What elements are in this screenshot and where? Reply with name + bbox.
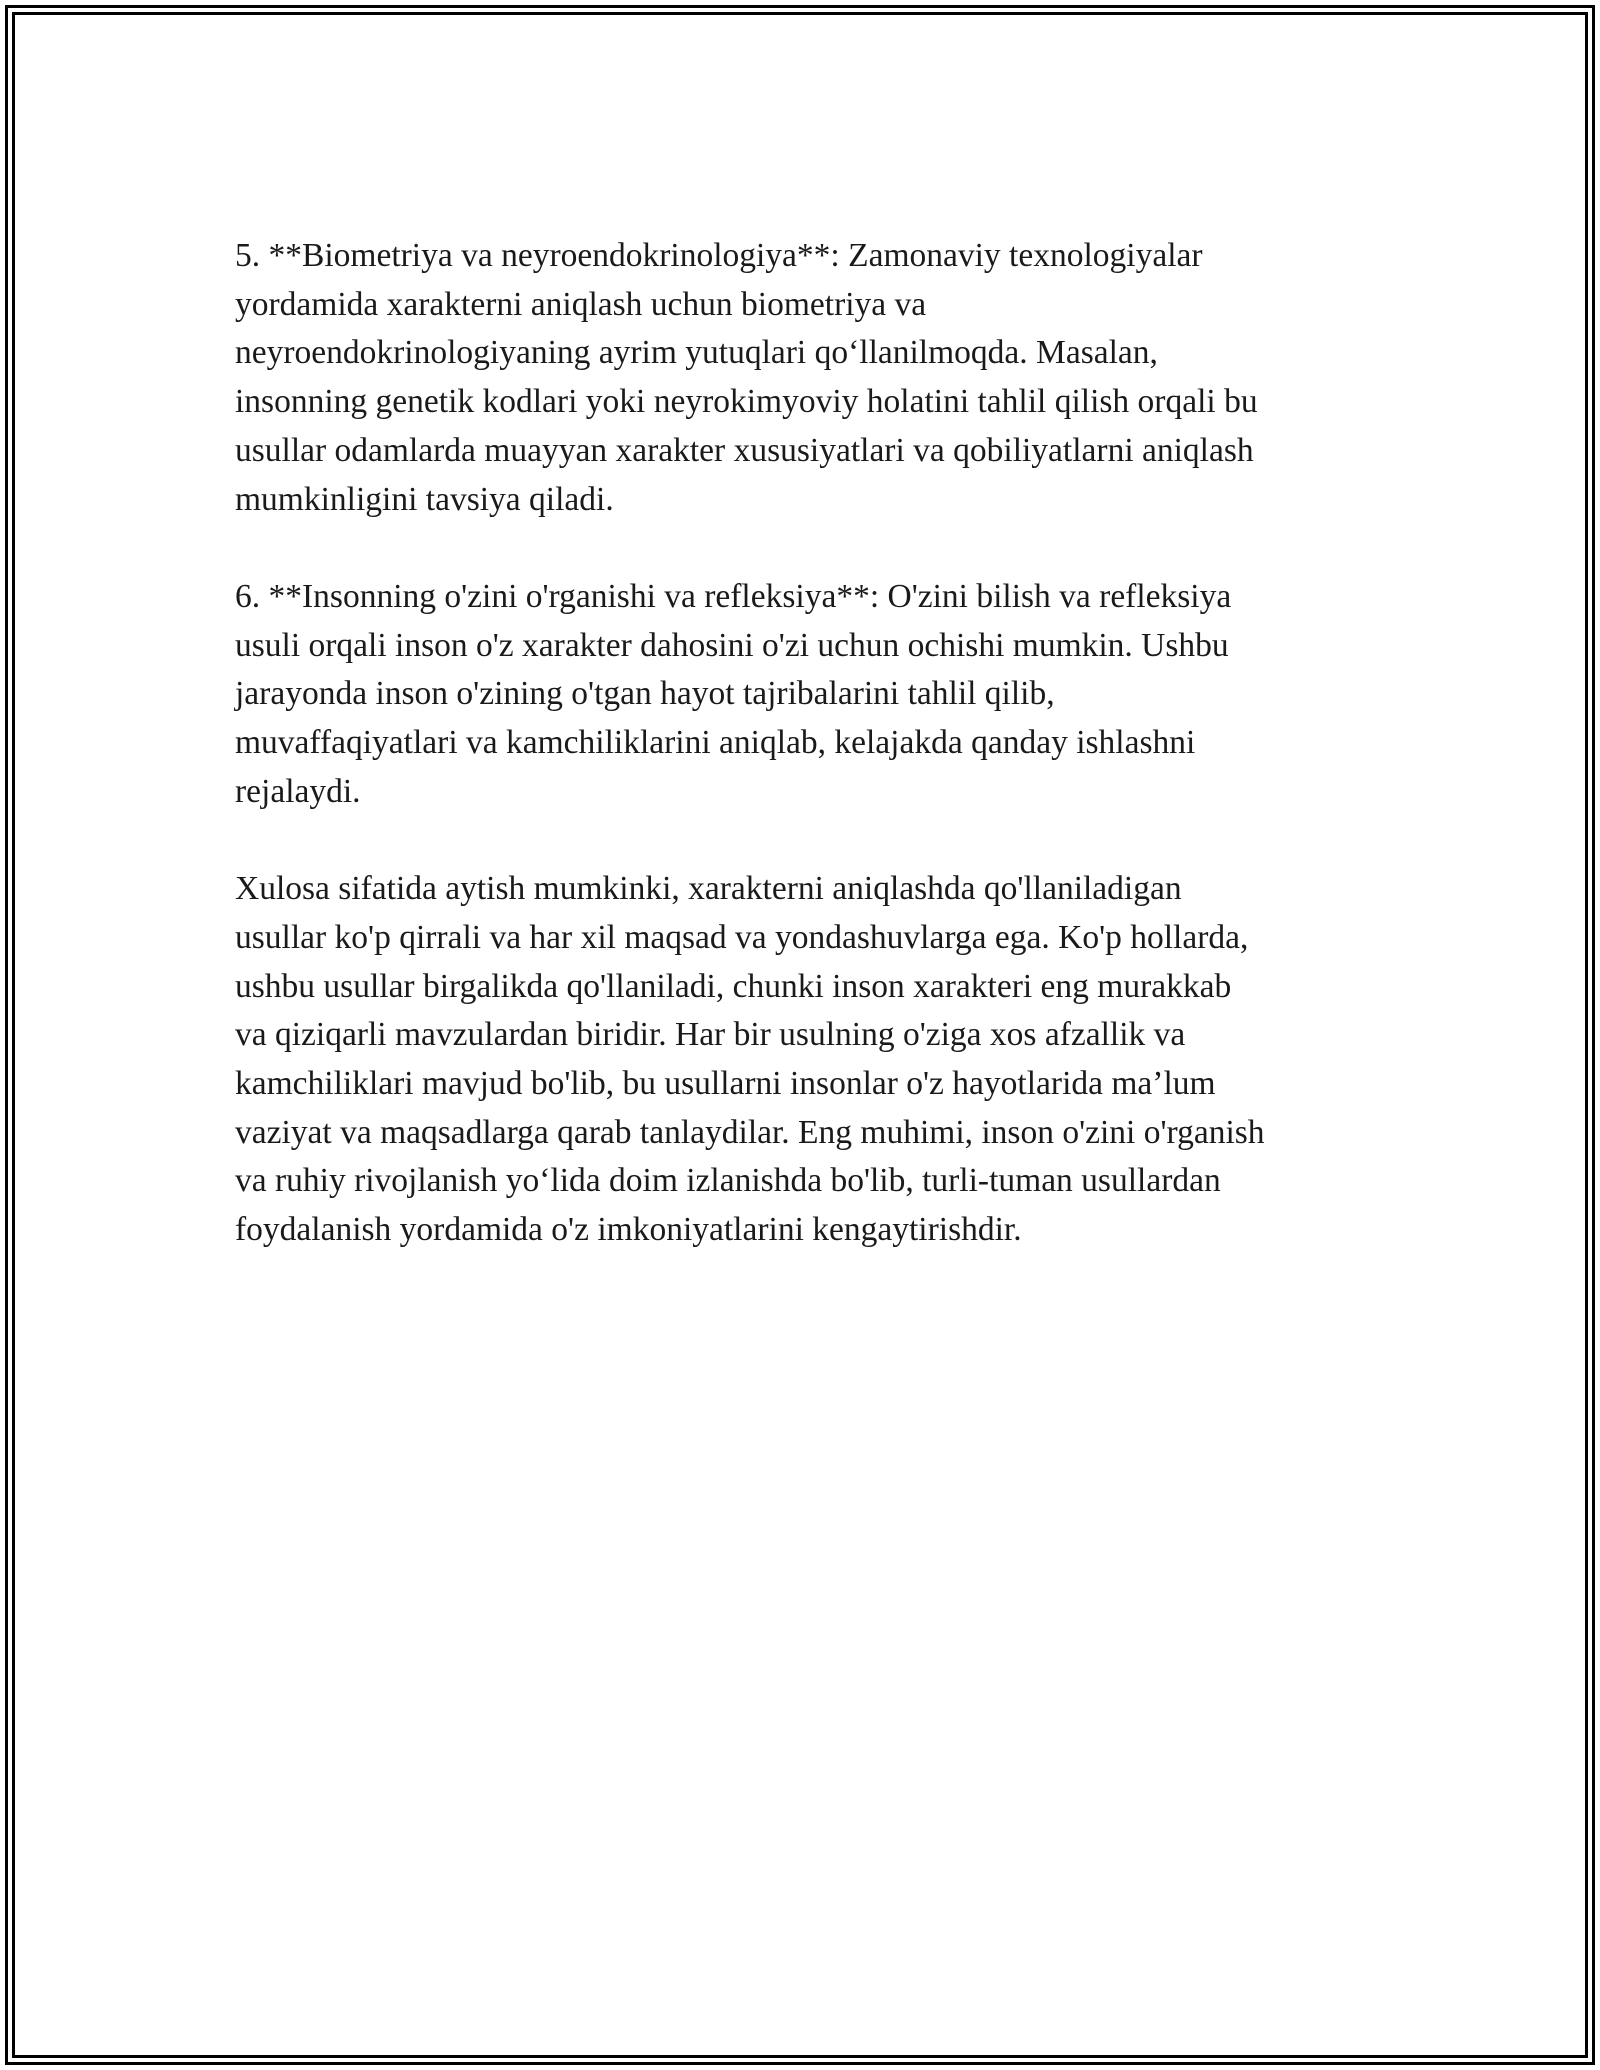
text-line: 6. **Insonning o'zini o'rganishi va refleksiya**: O'zini bilish va refleksiya [235,577,1232,615]
text-line: rejalaydi. [235,772,361,810]
text-line: Xulosa sifatida aytish mumkinki, xarakterni aniqlashda qo'llaniladigan [235,870,1182,908]
text-line: usullar odamlarda muayyan xarakter xususiyatlari va qobiliyatlarni aniqlash [235,431,1254,469]
text-line: vaziyat va maqsadlarga qarab tanlaydilar. Eng muhimi, inson o'zini o'rganish [235,1113,1265,1151]
text-line: va ruhiy rivojlanish yo‘lida doim izlanishda bo'lib, turli-tuman usullardan [235,1162,1221,1200]
text-line: mumkinligini tavsiya qiladi. [235,480,614,518]
text-line: insonning genetik kodlari yoki neyrokimyoviy holatini tahlil qilish orqali bu [235,383,1258,421]
text-line: yordamida xarakterni aniqlash uchun biometriya va [235,285,927,323]
text-line: usullar ko'p qirrali va har xil maqsad va yondashuvlarga ega. Ko'p hollarda, [235,918,1249,956]
text-line: ushbu usullar birgalikda qo'llaniladi, chunki inson xarakteri eng murakkab [235,967,1232,1005]
text-line: kamchiliklari mavjud bo'lib, bu usullarni insonlar o'z hayotlarida ma’lum [235,1064,1216,1102]
document-body [235,232,1395,1303]
paragraph-conclusion [235,865,1395,1255]
text-line: neyroendokrinologiyaning ayrim yutuqlari qo‘llanilmoqda. Masalan, [235,334,1158,372]
text-line: foydalanish yordamida o'z imkoniyatlarini kengaytirishdir. [235,1211,1022,1249]
text-line: usuli orqali inson o'z xarakter dahosini o'zi uchun ochishi mumkin. Ushbu [235,626,1229,664]
text-line: 5. **Biometriya va neyroendokrinologiya**: Zamonaviy texnologiyalar [235,237,1203,274]
text-line: va qiziqarli mavzulardan biridir. Har bir usulning o'ziga xos afzallik va [235,1016,1186,1054]
text-line: muvaffaqiyatlari va kamchiliklarini aniqlab, kelajakda qanday ishlashni [235,724,1196,762]
paragraph-self-reflection [235,573,1395,817]
paragraph-biometrics [235,232,1395,524]
text-line: jarayonda inson o'zining o'tgan hayot tajribalarini tahlil qilib, [235,675,1055,713]
